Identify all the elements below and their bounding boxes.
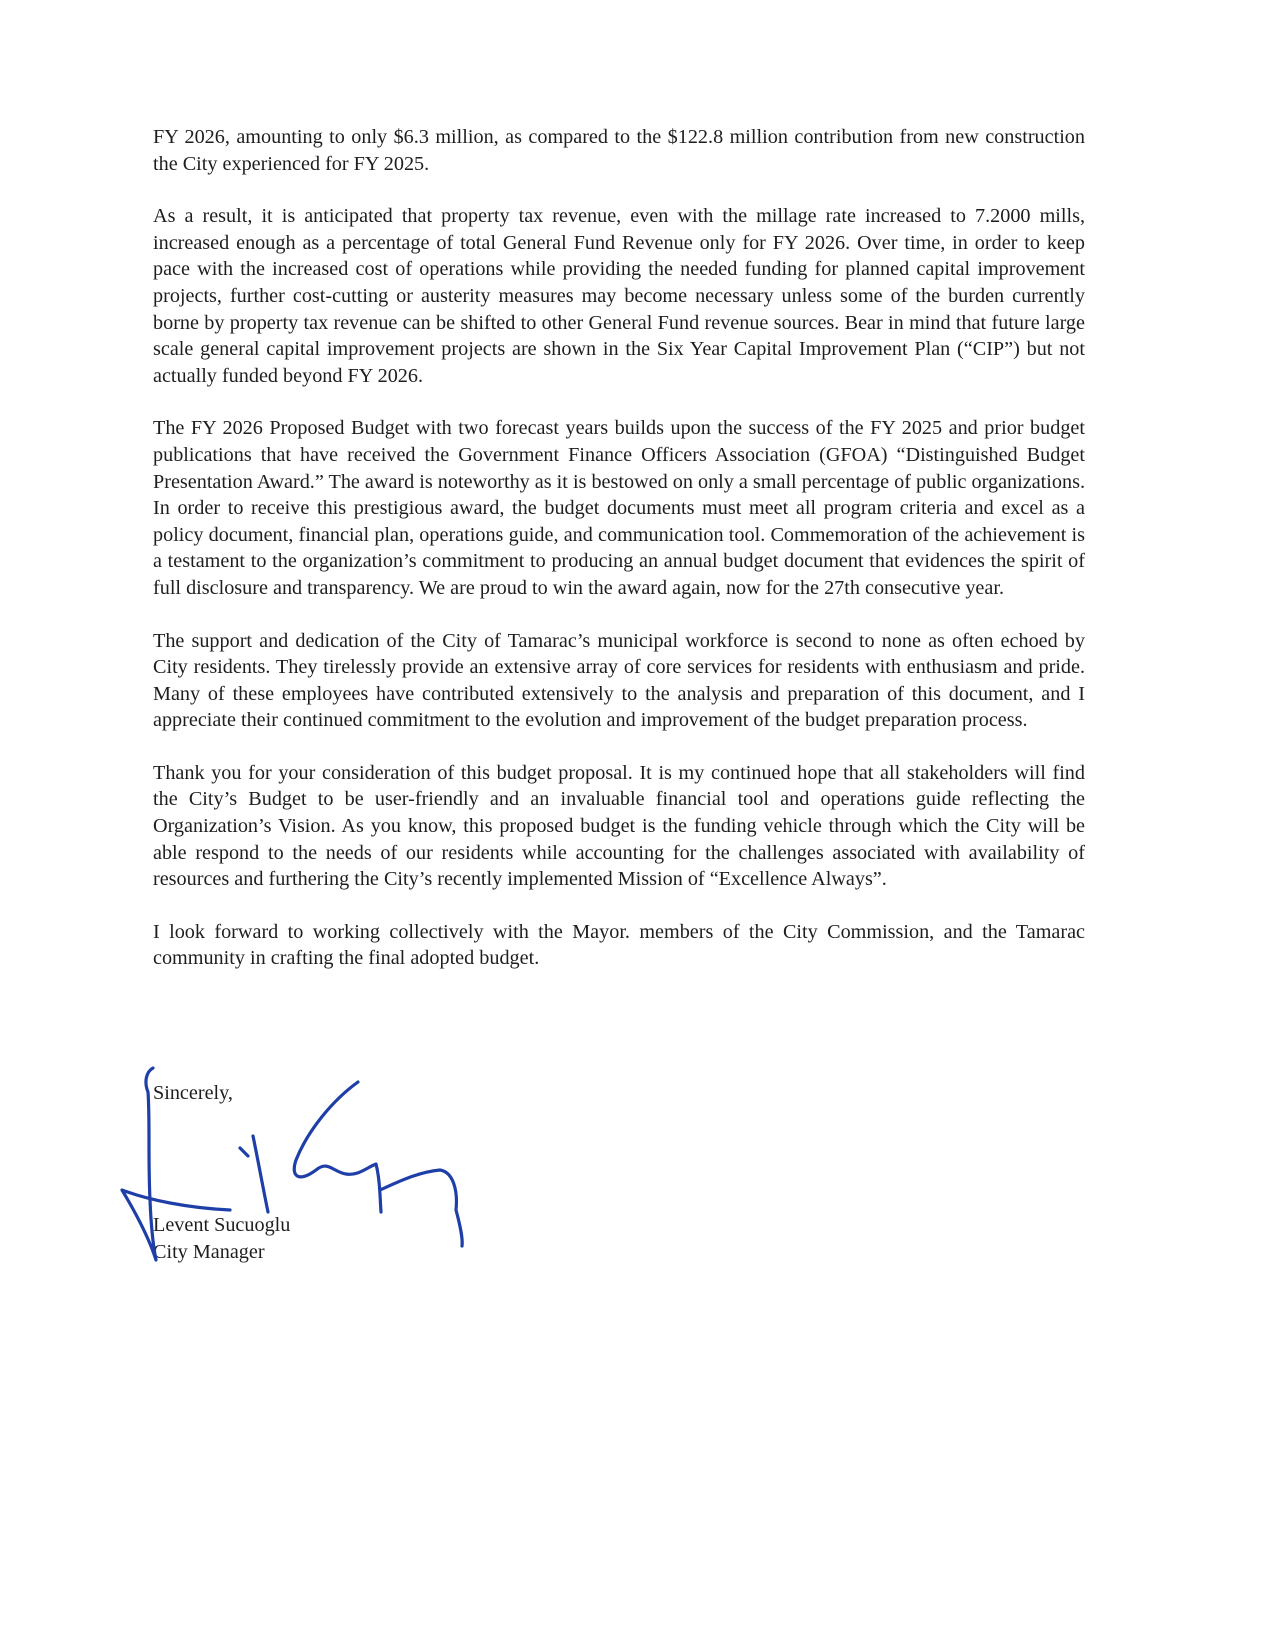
- letter-body: [153, 124, 1085, 998]
- closing: Sincerely,: [153, 1082, 233, 1104]
- paragraph-4: The support and dedication of the City of Tamarac’s municipal workforce is second to none as often echoed by City residents. They tirelessly provide an extensive array of core services for residents with enthusiasm and pride. Many of these employees have contributed extensively to the analysis and preparation of this document, and I appreciate their continued commitment to the evolution and improvement of the budget preparation process.: [153, 629, 1085, 732]
- signer-title: City Manager: [153, 1240, 265, 1263]
- paragraph-5: Thank you for your consideration of this budget proposal. It is my continued hope that all stakeholders will find the City’s Budget to be user-friendly and an invaluable financial tool and operations guide reflecting the Organization’s Vision. As you know, this proposed budget is the funding vehicle through which the City will be able respond to the needs of our residents while accounting for the challenges associated with availability of resources and furthering the City’s recently implemented Mission of “Excellence Always”.: [153, 761, 1085, 891]
- handwritten-signature: [118, 1060, 498, 1270]
- paragraph-3: The FY 2026 Proposed Budget with two forecast years builds upon the success of the FY 2025 and prior budget publications that have received the Government Finance Officers Association (GFOA) “Distinguished Budget Presentation Award.” The award is noteworthy as it is bestowed on only a small percentage of public organizations. In order to receive this prestigious award, the budget documents must meet all program criteria and excel as a policy document, financial plan, operations guide, and communication tool. Commemoration of the achievement is a testament to the organization’s commitment to producing an annual budget document that evidences the spirit of full disclosure and transparency. We are proud to win the award again, now for the 27th consecutive year.: [153, 417, 1085, 599]
- paragraph-1: FY 2026, amounting to only $6.3 million, as compared to the $122.8 million contribution from new construction the City experienced for FY 2025.: [153, 126, 1085, 175]
- paragraph-2: As a result, it is anticipated that property tax revenue, even with the millage rate increased to 7.2000 mills, increased enough as a percentage of total General Fund Revenue only for FY 2026. Over time, in order to keep pace with the increased cost of operations while providing the needed funding for planned capital improvement projects, further cost-cutting or austerity measures may become necessary unless some of the burden currently borne by property tax revenue can be shifted to other General Fund revenue sources. Bear in mind that future large scale general capital improvement projects are shown in the Six Year Capital Improvement Plan (“CIP”) but not actually funded beyond FY 2026.: [153, 205, 1085, 387]
- signer-name: Levent Sucuoglu: [153, 1214, 291, 1236]
- paragraph-6: I look forward to working collectively with the Mayor. members of the City Commission, and the Tamarac community in crafting the final adopted budget.: [153, 920, 1085, 970]
